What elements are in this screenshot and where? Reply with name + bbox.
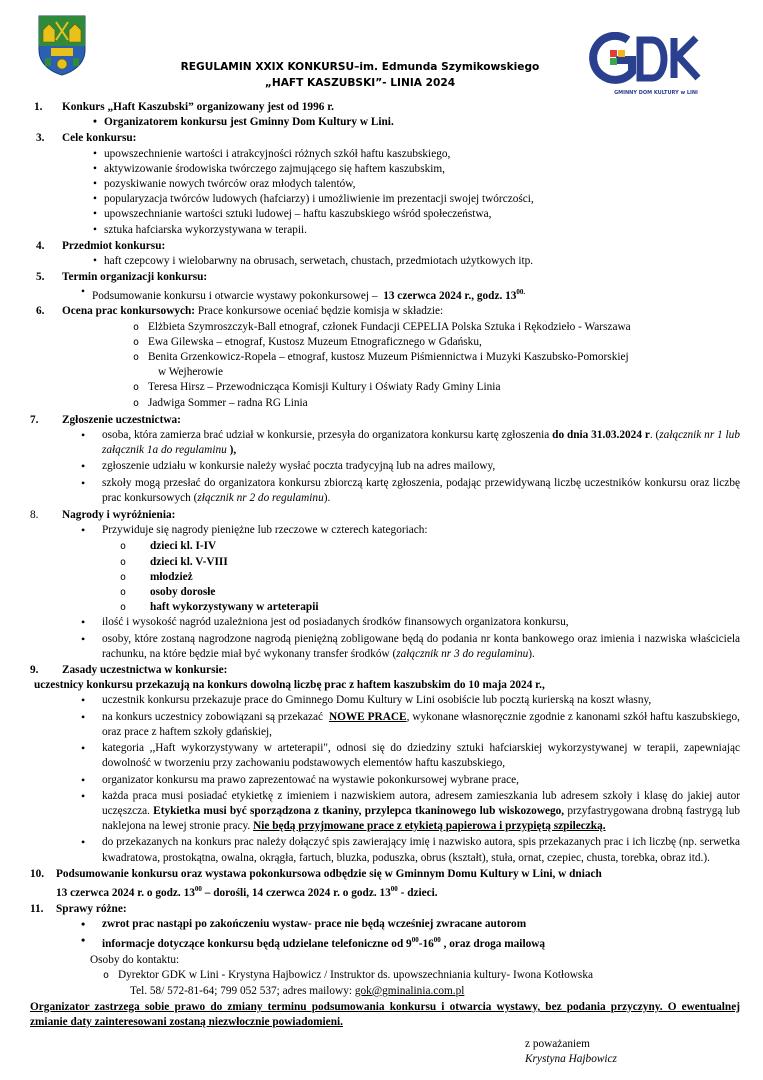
list-item: • organizator konkursu ma prawo zaprezentować na wystawie pokonkursowej wybrane prace, bbox=[30, 773, 740, 788]
section-7 bbox=[30, 413, 740, 506]
contact-item: o Dyrektor GDK w Lini - Krystyna Hajbowicz / Instruktor ds. upowszechniania kultury- Iwona Kotłowska bbox=[0, 968, 740, 983]
gdk-logo-icon bbox=[588, 32, 716, 94]
section-9-lead: uczestnicy konkursu przekazują na konkurs dowolną liczbę prac z haftem kaszubskim do 10 maja 2024 r., bbox=[34, 679, 545, 692]
list-item: • haft czepcowy i wielobarwny na obrusach, serwetach, chustach, przedmiotach użytkowych itp. bbox=[30, 254, 740, 269]
category-item: o dzieci kl. V-VIII bbox=[30, 555, 740, 570]
list-item: • ilość i wysokość nagród uzależniona jest od posiadanych środków finansowych organizatora konkursu, bbox=[30, 615, 740, 630]
section-11 bbox=[30, 902, 740, 999]
list-item: o Jadwiga Sommer – radna RG Linia bbox=[30, 396, 740, 411]
section-title: Podsumowanie konkursu oraz wystawa pokonkursowa odbędzie się w Gminnym Domu Kultury w Lini, w dniach bbox=[56, 867, 602, 880]
signature-name: Krystyna Hajbowicz bbox=[525, 1053, 617, 1065]
category-item: o osoby dorosłe bbox=[30, 585, 740, 600]
list-item: o Benita Grzenkowicz-Ropela – etnograf, kustosz Muzeum Piśmiennictwa i Muzyki Kaszubsko-Pomorskiej w Wejherowie bbox=[30, 350, 740, 380]
contact-label: Osoby do kontaktu: bbox=[90, 954, 180, 967]
closing-note: Organizator zastrzega sobie prawo do zmiany terminu podsumowania konkursu i otwarcia wystawy, bez podania przyczyny. O ewentualnej zmianie daty zainteresowani zostaną niezwłocznie powiadomieni. bbox=[30, 1000, 740, 1029]
document-title bbox=[130, 59, 590, 91]
gdk-logo-caption: GMINNY DOM KULTURY w LINI bbox=[614, 90, 698, 96]
section-number: 9. bbox=[30, 664, 39, 677]
section-10: 10. Podsumowanie konkursu oraz wystawa pokonkursowa odbędzie się w Gminnym Domu Kultury w Lini, w dniach 13 czerwca 2024 r. o godz. $13^{00}$ – dorośli, 14 czerwca 2024 r. o godz. $13^{00}$ - dzieci. bbox=[30, 867, 602, 899]
section-title: Konkurs „Haft Kaszubski” organizowany jest od 1996 r. bbox=[62, 101, 334, 113]
list-item: • pozyskiwanie nowych twórców oraz młodych talentów, bbox=[30, 177, 740, 192]
list-item: • osoba, która zamierza brać udział w konkursie, przesyła do organizatora konkursu kartę zgłoszenia do dnia 31.03.2024 r. (załącznik nr 1 lub załącznik 1a do regulaminu ), bbox=[30, 428, 740, 458]
list-item: • zwrot prac nastąpi po zakończeniu wystaw- prace nie będą wcześniej zwracane autorom bbox=[30, 917, 740, 932]
list-item: o Ewa Gilewska – etnograf, Kustosz Muzeum Etnograficznego w Gdańsku, bbox=[30, 335, 740, 350]
section-number: 4. bbox=[36, 239, 45, 252]
email-link[interactable]: gok@gminalinia.com.pl bbox=[354, 984, 465, 997]
section-6: 6. Ocena prac konkursowych: Prace konkursowe oceniać będzie komisja w składzie: o Elżbieta Szymroszczyk-Ball etnograf, członek Fundacji CEPELIA Polska Sztuka i Rękodzieło - Warszawa o Ewa Gilewska – etnograf, Kustosz Muzeum Etnograficznego w Gdańsku, o Benita Grzenkowicz-Ropela – etnograf, kustosz Muzeum Piśmiennictwa i Muzyki Kaszubsko-Pomorskiej w Wejherowie o Teresa Hirsz – Przewodnicząca Komisji Kultury i Oświaty Rady Gminy Linia o Jadwiga Sommer – radna RG Linia bbox=[30, 304, 740, 410]
category-item: o młodzież bbox=[30, 570, 740, 585]
section-3 bbox=[30, 131, 740, 237]
section-number: 7. bbox=[30, 413, 39, 426]
section-1 bbox=[30, 100, 740, 130]
list-item: • osoby, które zostaną nagrodzone nagrodą pieniężną zobligowane będą do podania nr konta bankowego oraz imienia i nazwiska właściciela rachunku, na które będzie miał być wykonany transfer środków (załącznik nr 3 do regulaminu). bbox=[30, 632, 740, 662]
section-title: Sprawy różne: bbox=[56, 902, 127, 915]
section-number: 3. bbox=[36, 132, 45, 145]
section-title: Zasady uczestnictwa w konkursie: bbox=[62, 664, 228, 677]
list-item: • popularyzacja twórców ludowych (hafciarzy) i umożliwienie im prezentacji swojej twórczości, bbox=[30, 192, 740, 207]
list-item: • upowszechnienie wartości i atrakcyjności różnych szkół haftu kaszubskiego, bbox=[30, 147, 740, 162]
list-item: • zgłoszenie udziału w konkursie należy wysłać poczta tradycyjną lub na adres mailowy, bbox=[30, 459, 740, 474]
contact-details: Tel. 58/ 572-81-64; 799 052 537; adres mailowy: gok@gminalinia.com.pl bbox=[130, 984, 465, 997]
section-title: Ocena prac konkursowych: bbox=[62, 305, 196, 318]
section-number: 5. bbox=[36, 271, 45, 284]
list-item: • szkoły mogą przesłać do organizatora konkursu zbiorczą kartę zgłoszenia, podając przewidywaną liczbę uczestników konkursu oraz liczbę prac konkursowych (złącznik nr 2 do regulaminu). bbox=[30, 476, 740, 506]
title-line-2: „HAFT KASZUBSKI”- LINIA 2024 bbox=[264, 77, 456, 89]
list-item: o Teresa Hirsz – Przewodnicząca Komisji Kultury i Oświaty Rady Gminy Linia bbox=[30, 380, 740, 395]
coat-of-arms-icon bbox=[37, 14, 87, 76]
list-item: • aktywizowanie środowiska twórczego zajmującego się haftem kaszubskim, bbox=[30, 162, 740, 177]
section-title: Nagrody i wyróżnienia: bbox=[62, 509, 176, 522]
section-5 bbox=[30, 270, 740, 304]
section-9 bbox=[30, 663, 740, 866]
list-item: • Podsumowanie konkursu i otwarcie wystawy pokonkursowej – 13 czerwca 2024 r., godz. $13^{00.}$ bbox=[18, 285, 740, 304]
section-number: 6. bbox=[36, 305, 45, 318]
section-4 bbox=[30, 239, 740, 269]
category-item: o haft wykorzystywany w arteterapii bbox=[30, 600, 740, 615]
list-item: • kategoria ,,Haft wykorzystywany w arteterapii", odnosi się do dziedziny sztuki hafciarskiej wykorzystywanej w terapii, zapewniając dowolność w tworzeniu przy zachowaniu podstawowych elementów haftu kaszubskiego, bbox=[30, 741, 740, 771]
list-item: • sztuka hafciarska wykorzystywana w terapii. bbox=[30, 223, 740, 238]
category-item: o dzieci kl. I-IV bbox=[30, 539, 740, 554]
list-item: • do przekazanych na konkurs prac należy dołączyć spis zawierający imię i nazwisko autora, spis przekazanych prac i ich liczbę (np. serwetka kwadratowa, prostokątna, owalna, okrągła, fartuch, bluzka, poduszka, obrus (kształt), stuła, ornat, czepiec, chusta, torebka, obraz itd.). bbox=[30, 835, 740, 865]
list-item: • Organizatorem konkursu jest Gminny Dom Kultury w Lini. bbox=[30, 115, 740, 130]
list-item: • upowszechnianie wartości sztuki ludowej – haftu kaszubskiego wśród społeczeństwa, bbox=[30, 207, 740, 222]
list-item: • na konkurs uczestnicy zobowiązani są przekazać NOWE PRACE, wykonane własnoręcznie zgodnie z kanonami szkół haftu kaszubskiego, oraz prace z haftem szkoły gdańskiej, bbox=[30, 710, 740, 740]
section-number: 11. bbox=[30, 902, 44, 915]
list-item: • Przywiduje się nagrody pieniężne lub rzeczowe w czterech kategoriach: bbox=[30, 523, 740, 538]
section-number: 1. bbox=[34, 101, 43, 113]
section-title: Zgłoszenie uczestnictwa: bbox=[62, 413, 181, 426]
signature-greeting: z poważaniem bbox=[525, 1038, 590, 1050]
section-title: Przedmiot konkursu: bbox=[62, 239, 166, 252]
list-item: • każda praca musi posiadać etykietkę z imieniem i nazwiskiem autora, adresem zamieszkania lub adresem szkoły i klasę do jakiej autor uczęszcza. Etykietka musi być sporządzona z tkaniny, przylepca tkaninowego lub wiskozowego, przyfastrygowana drobną fastrygą lub naklejona na lewej stronie pracy. Nie będą przyjmowane prace z etykietą papierowa i przypiętą szpileczką. bbox=[30, 789, 740, 835]
section-8 bbox=[30, 508, 740, 662]
signature bbox=[525, 1037, 617, 1067]
section-title: Termin organizacji konkursu: bbox=[62, 271, 208, 284]
list-item: • informacje dotyczące konkursu będą udzielane telefoniczne od $9^{00}-16^{00}$ , oraz droga mailową bbox=[30, 933, 740, 952]
list-item: o Elżbieta Szymroszczyk-Ball etnograf, członek Fundacji CEPELIA Polska Sztuka i Rękodzieło - Warszawa bbox=[30, 320, 740, 335]
section-number: 8. bbox=[30, 509, 39, 522]
section-title: Cele konkursu: bbox=[62, 132, 137, 145]
title-line-1: REGULAMIN XXIX KONKURSU–im. Edmunda Szymikowskiego bbox=[180, 61, 540, 73]
regulations-body bbox=[30, 99, 740, 1030]
list-item: • uczestnik konkursu przekazuje prace do Gminnego Domu Kultury w Lini osobiście lub pocztą kurierską na koszt własny, bbox=[30, 693, 740, 708]
section-number: 10. bbox=[30, 867, 45, 880]
